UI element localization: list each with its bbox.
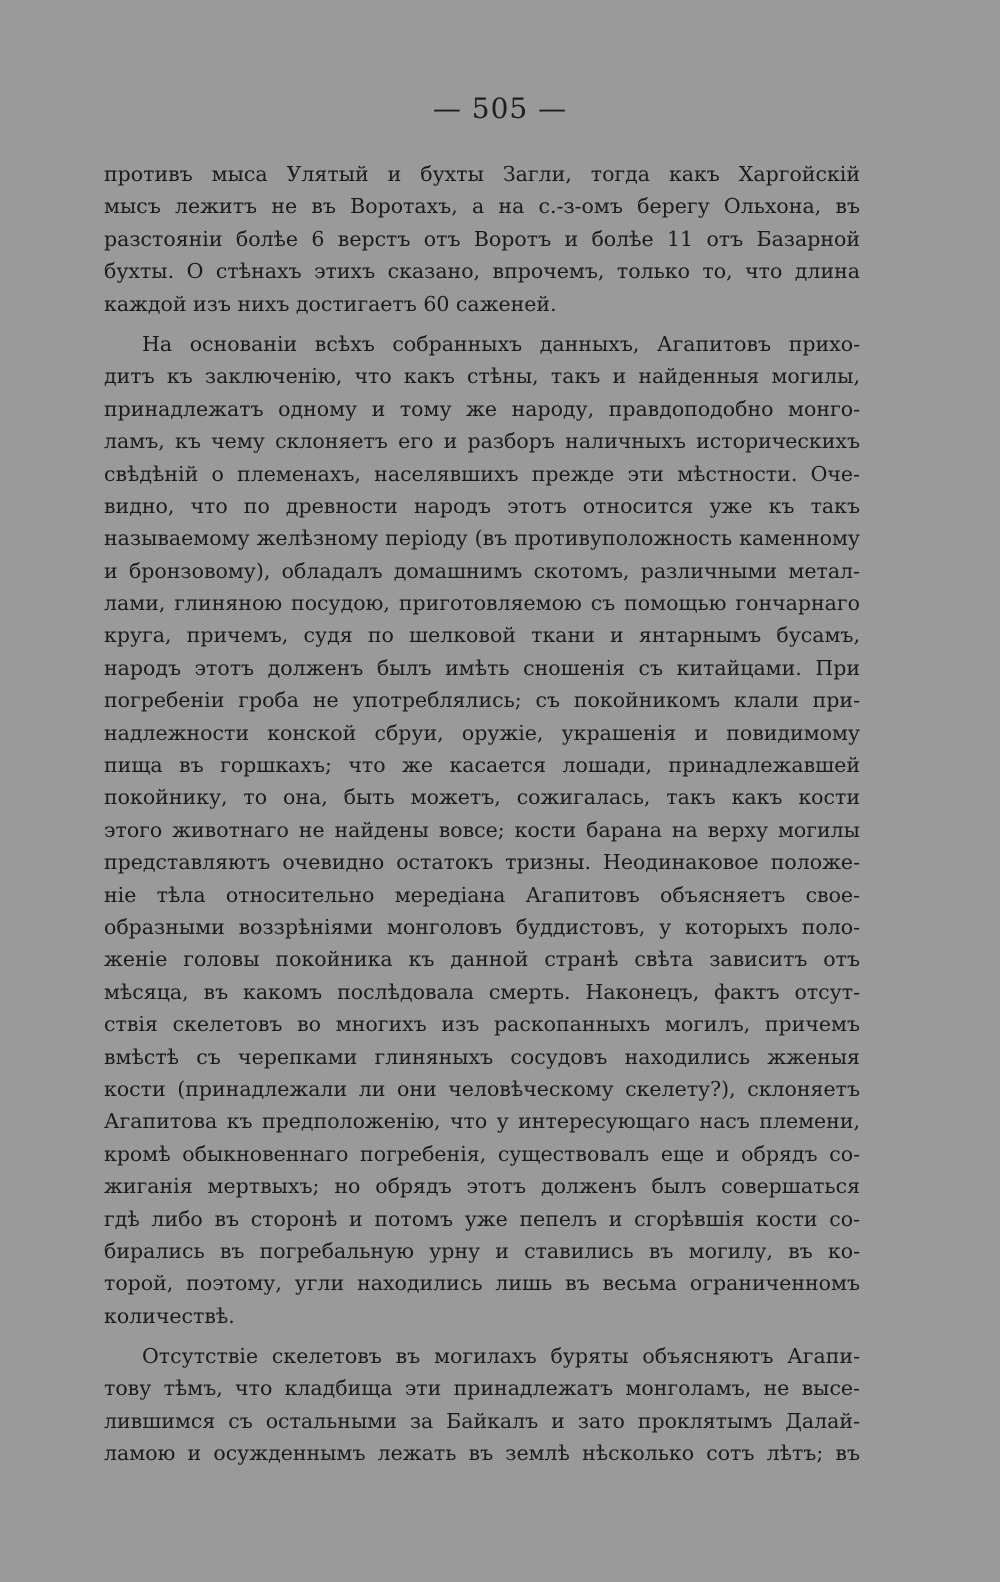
text-line: лами, глиняною посудою, приготовляемою съ помощью гончарнаго <box>104 591 860 616</box>
text-line: и бронзовому), обладалъ домашнимъ скотомъ, различными метал- <box>104 558 860 583</box>
text-line: лившимся съ остальными за Байкалъ и зато проклятымъ Далай- <box>104 1408 860 1433</box>
paragraph-gap <box>104 320 860 328</box>
text-line: свѣдѣній о племенахъ, населявшихъ прежде эти мѣстности. Оче- <box>104 461 860 486</box>
text-line: образными воззрѣніями монголовъ буддистовъ, у которыхъ поло- <box>104 914 860 939</box>
text-line: Отсутствіе скелетовъ въ могилахъ буряты объясняютъ Агапи- <box>142 1344 860 1369</box>
paragraph <box>104 158 860 320</box>
body-text <box>104 158 860 1470</box>
text-line: Агапитова къ предположенію, что у интересующаго насъ племени, <box>104 1109 860 1134</box>
text-line: дитъ къ заключенію, что какъ стѣны, такъ и найденныя могилы, <box>104 364 860 389</box>
text-line: погребеніи гроба не употреблялись; съ покойникомъ клали при- <box>104 688 860 713</box>
text-line: покойнику, то она, быть можетъ, сожигалась, такъ какъ кости <box>104 785 860 810</box>
text-line: разстояніи болѣе 6 верстъ отъ Воротъ и болѣе 11 отъ Базарной <box>104 226 860 251</box>
text-line: мысъ лежитъ не въ Воротахъ, а на с.-з-омъ берегу Ольхона, въ <box>104 194 860 219</box>
page-number: — 505 — <box>432 92 568 125</box>
paragraph <box>104 328 860 1332</box>
text-line: кромѣ обыкновеннаго погребенія, существовалъ еще и обрядъ со- <box>104 1141 860 1166</box>
text-line: этого животнаго не найдены вовсе; кости барана на верху могилы <box>104 817 860 842</box>
text-line: ламою и осужденнымъ лежать въ землѣ нѣсколько сотъ лѣтъ; въ <box>104 1441 860 1466</box>
text-line: представляютъ очевидно остатокъ тризны. Неодинаковое положе- <box>104 850 860 875</box>
text-line: женіе головы покойника къ данной странѣ свѣта зависитъ отъ <box>104 947 860 972</box>
text-line: пища въ горшкахъ; что же касается лошади, принадлежавшей <box>104 753 860 778</box>
text-line: мѣсяца, въ какомъ послѣдовала смерть. Наконецъ, фактъ отсут- <box>104 979 860 1004</box>
text-line: называемому желѣзному періоду (въ противуположность каменному <box>104 526 860 551</box>
text-line: На основаніи всѣхъ собранныхъ данныхъ, Агапитовъ прихо- <box>142 331 860 356</box>
text-line: бирались въ погребальную урну и ставились въ могилу, въ ко- <box>104 1238 860 1263</box>
text-line: круга, причемъ, судя по шелковой ткани и янтарнымъ бусамъ, <box>104 623 860 648</box>
text-line: гдѣ либо въ сторонѣ и потомъ уже пепелъ и сгорѣвшія кости со- <box>104 1206 860 1231</box>
text-line: жиганія мертвыхъ; но обрядъ этотъ долженъ былъ совершаться <box>104 1174 860 1199</box>
text-line: видно, что по древности народъ этотъ относится уже къ такъ <box>104 493 860 518</box>
text-line: надлежности конской сбруи, оружіе, украшенія и повидимому <box>104 720 860 745</box>
paragraph <box>104 1340 860 1470</box>
text-line: бухты. О стѣнахъ этихъ сказано, впрочемъ, только то, что длина <box>104 259 860 284</box>
text-line: народъ этотъ долженъ былъ имѣть сношенія съ китайцами. При <box>104 655 860 680</box>
text-line: ламъ, къ чему склоняетъ его и разборъ наличныхъ историческихъ <box>104 429 860 454</box>
text-line: кости (принадлежали ли они человѣческому скелету?), склоняетъ <box>104 1076 860 1101</box>
text-line: торой, поэтому, угли находились лишь въ весьма ограниченномъ <box>104 1271 860 1296</box>
text-line: количествѣ. <box>104 1303 235 1328</box>
text-line: ствія скелетовъ во многихъ изъ раскопанныхъ могилъ, причемъ <box>104 1012 860 1037</box>
text-line: противъ мыса Улятый и бухты Загли, тогда какъ Харгойскій <box>104 162 860 186</box>
text-line: тову тѣмъ, что кладбища эти принадлежатъ монголамъ, не высе- <box>104 1376 860 1401</box>
text-line: каждой изъ нихъ достигаетъ 60 саженей. <box>104 291 557 316</box>
text-line: принадлежатъ одному и тому же народу, правдоподобно монго- <box>104 396 860 421</box>
paragraph-gap <box>104 1332 860 1340</box>
text-line: вмѣстѣ съ черепками глиняныхъ сосудовъ находились жженыя <box>104 1044 860 1069</box>
text-line: ніе тѣла относительно мередіана Агапитовъ объясняетъ свое- <box>104 882 860 907</box>
